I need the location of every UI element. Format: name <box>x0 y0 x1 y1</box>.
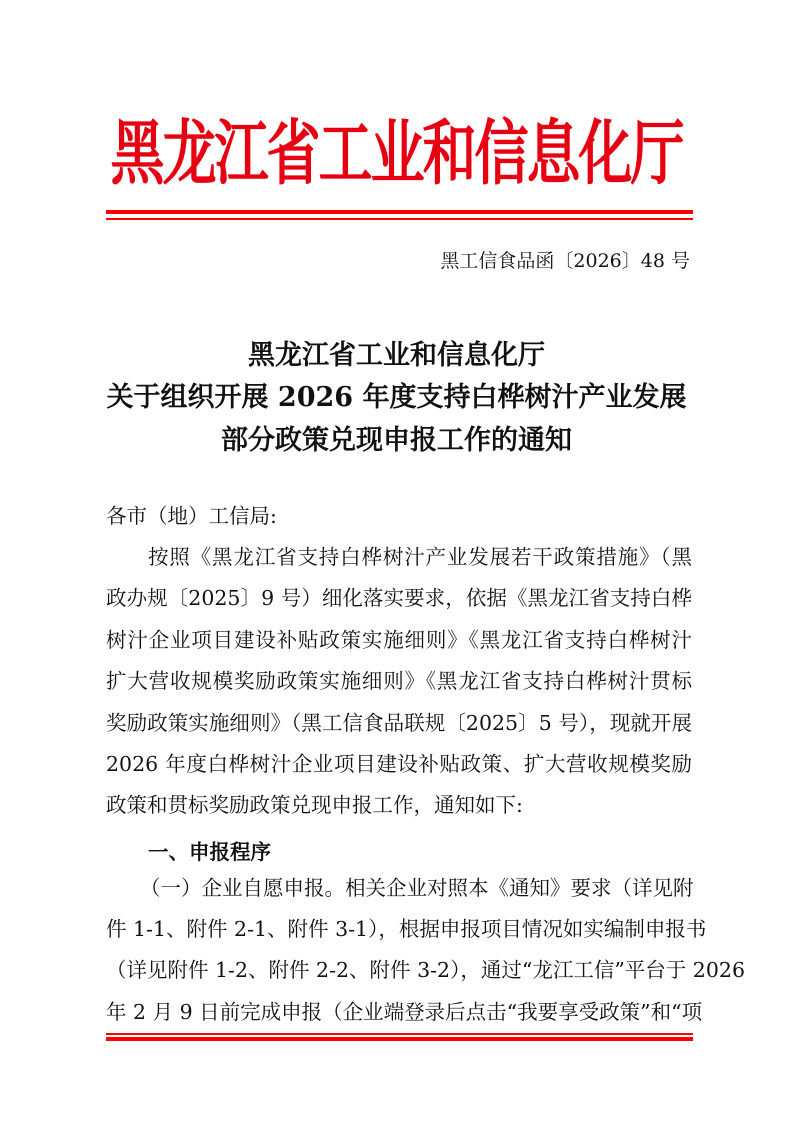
intro-line: 按照《黑龙江省支持白桦树汁产业发展若干政策措施》（黑 <box>148 545 692 569</box>
intro-line: 政办规〔2025〕9 号）细化落实要求，依据《黑龙江省支持白桦 <box>106 586 692 610</box>
issuing-organization-header: 黑龙江省工业和信息化厅 <box>110 111 683 195</box>
title-line-1: 黑龙江省工业和信息化厅 <box>248 340 545 371</box>
intro-line: 奖励政策实施细则》（黑工信食品联规〔2025〕5 号），现就开展 <box>106 711 692 735</box>
title-line-3: 部分政策兑现申报工作的通知 <box>221 425 572 456</box>
intro-line: 扩大营收规模奖励政策实施细则》《黑龙江省支持白桦树汁贯标 <box>106 669 692 693</box>
section-paragraph-line: （一）企业自愿申报。相关企业对照本《通知》要求（详见附 <box>140 876 694 900</box>
header-thick-rule <box>106 210 693 214</box>
intro-line: 树汁企业项目建设补贴政策实施细则》《黑龙江省支持白桦树汁 <box>106 628 692 652</box>
section-paragraph-line: （详见附件 1-2、附件 2-2、附件 3-2），通过“龙江工信”平台于 2026 <box>106 958 745 982</box>
salutation: 各市（地）工信局: <box>106 504 277 528</box>
footer-thin-rule <box>106 1033 693 1035</box>
section-paragraph-line: 件 1-1、附件 2-1、附件 3-1），根据申报项目情况如实编制申报书 <box>106 917 707 941</box>
title-line-2: 关于组织开展 2026 年度支持白桦树汁产业发展 <box>106 382 687 413</box>
footer-thick-rule <box>106 1037 693 1041</box>
document-number: 黑工信食品函〔2026〕48 号 <box>440 250 690 272</box>
section-paragraph-line: 年 2 月 9 日前完成申报（企业端登录后点击“我要享受政策”和“项 <box>106 1000 703 1024</box>
intro-line: 政策和贯标奖励政策兑现申报工作，通知如下: <box>106 793 523 817</box>
section-heading: 一、申报程序 <box>148 840 271 864</box>
header-thin-rule <box>106 218 693 220</box>
intro-line: 2026 年度白桦树汁企业项目建设补贴政策、扩大营收规模奖励 <box>106 752 692 776</box>
